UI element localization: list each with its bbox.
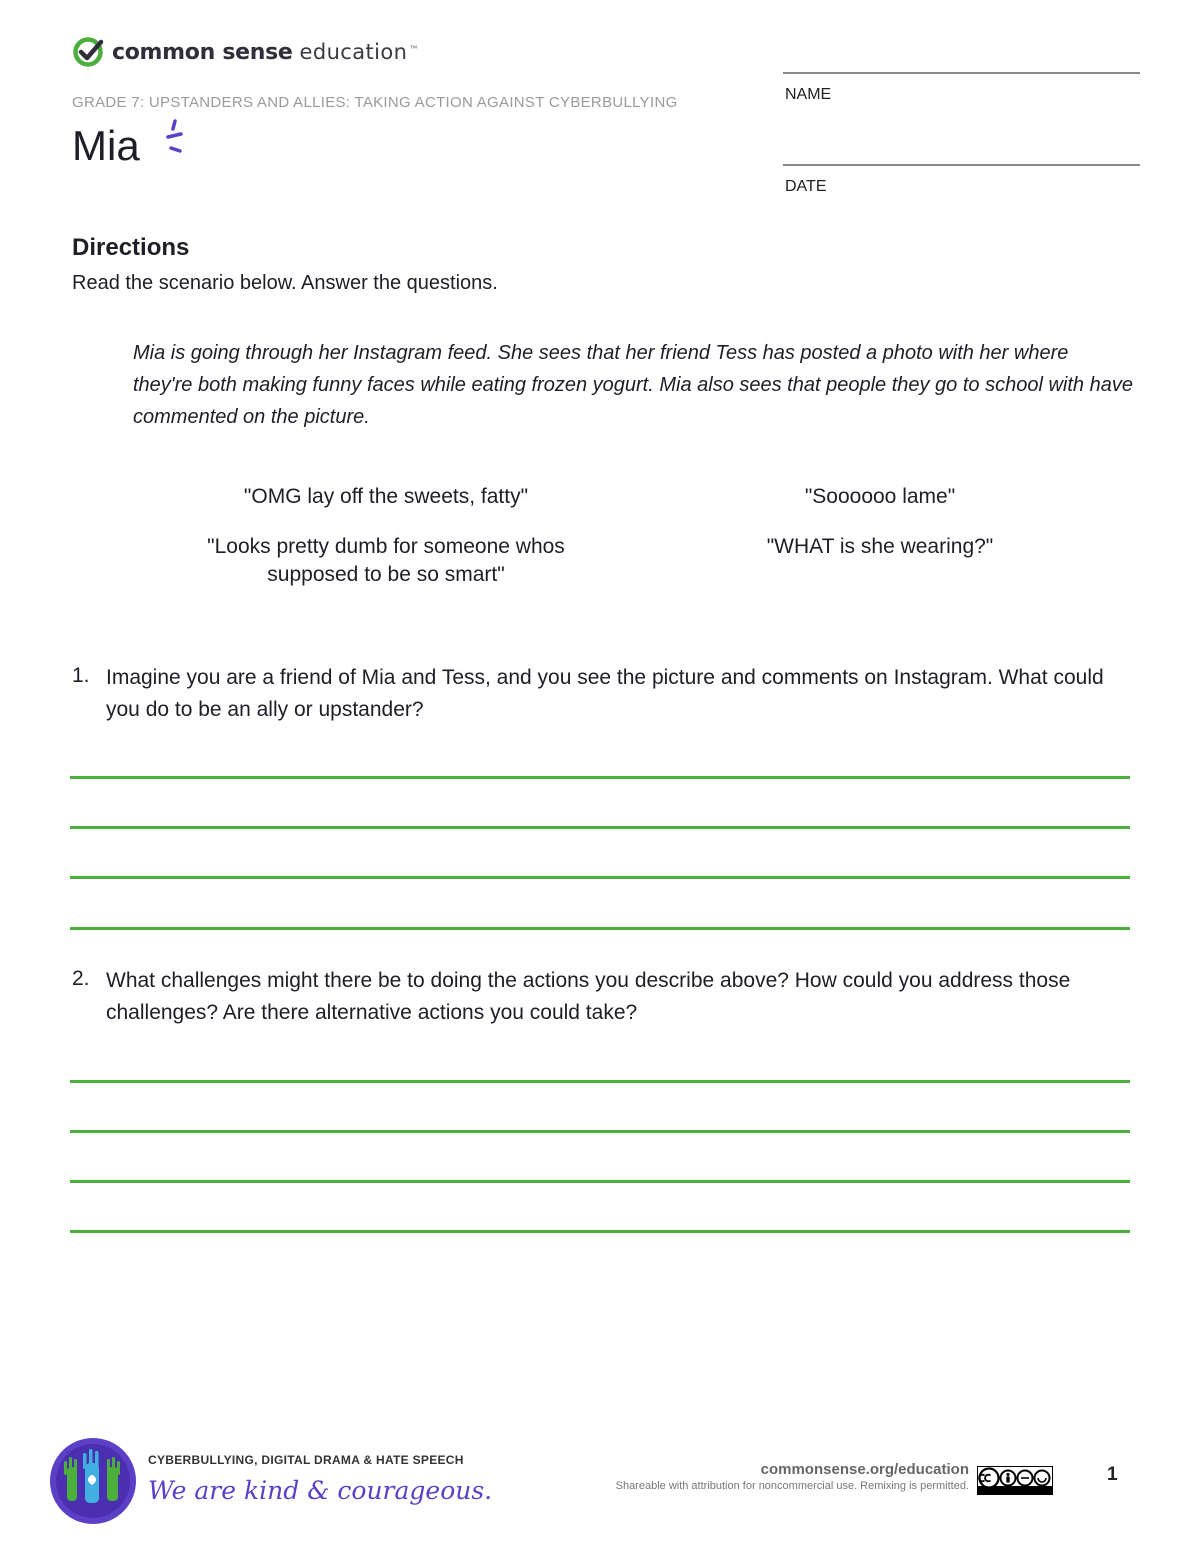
- logo-wordmark-light: education: [299, 40, 408, 64]
- page-number: 1: [1107, 1464, 1118, 1485]
- question-2-number: 2.: [72, 967, 90, 990]
- comment-1: "OMG lay off the sweets, fatty": [243, 485, 529, 508]
- date-label: DATE: [785, 178, 827, 195]
- page-title: Mia: [72, 122, 140, 169]
- answer-line-q2-3[interactable]: [70, 1180, 1130, 1183]
- answer-line-q2-2[interactable]: [70, 1130, 1130, 1133]
- answer-line-q1-1[interactable]: [70, 776, 1130, 779]
- creative-commons-license-icon: [977, 1466, 1053, 1495]
- hands-badge-icon: [49, 1437, 137, 1525]
- footer-license-text: Shareable with attribution for noncommercial use. Remixing is permitted.: [615, 1480, 969, 1492]
- date-field-line[interactable]: [783, 164, 1140, 166]
- answer-line-q2-4[interactable]: [70, 1230, 1130, 1233]
- checkmark-logo-icon: [72, 36, 104, 68]
- brand-logo: [72, 36, 417, 68]
- footer-slogan: We are kind & courageous.: [148, 1476, 493, 1505]
- logo-wordmark-bold: common sense: [112, 39, 293, 65]
- trademark-symbol: ™: [409, 44, 418, 53]
- question-1-text: Imagine you are a friend of Mia and Tess, and you see the picture and comments on Instagram. What could you do to be an ally or upstander?: [106, 666, 1104, 721]
- scenario-text: Mia is going through her Instagram feed. She sees that her friend Tess has posted a photo with her where they're both making funny faces while eating frozen yogurt. Mia also sees that people they go to school with have commented on the picture.: [133, 342, 1133, 428]
- name-field-line[interactable]: [783, 72, 1140, 74]
- footer-url-link[interactable]: commonsense.org/education: [760, 1461, 969, 1478]
- directions-text: Read the scenario below. Answer the questions.: [72, 272, 498, 294]
- comment-4: "WHAT is she wearing?": [766, 535, 994, 558]
- answer-line-q2-1[interactable]: [70, 1080, 1130, 1083]
- answer-line-q1-4[interactable]: [70, 927, 1130, 930]
- lesson-subtitle: GRADE 7: UPSTANDERS AND ALLIES: TAKING ACTION AGAINST CYBERBULLYING: [72, 94, 678, 111]
- answer-line-q1-3[interactable]: [70, 876, 1130, 879]
- directions-heading: Directions: [72, 234, 190, 261]
- answer-line-q1-2[interactable]: [70, 826, 1130, 829]
- question-1-number: 1.: [72, 664, 90, 687]
- comment-3: "Looks pretty dumb for someone whos supposed to be so smart": [207, 535, 565, 586]
- spark-decoration-icon: [158, 114, 192, 164]
- comment-2: "Soooooo lame": [804, 485, 956, 508]
- name-label: NAME: [785, 86, 832, 103]
- question-2-text: What challenges might there be to doing the actions you describe above? How could you address those challenges? Are there alternative actions you could take?: [106, 969, 1071, 1024]
- footer-category: CYBERBULLYING, DIGITAL DRAMA & HATE SPEECH: [148, 1453, 464, 1467]
